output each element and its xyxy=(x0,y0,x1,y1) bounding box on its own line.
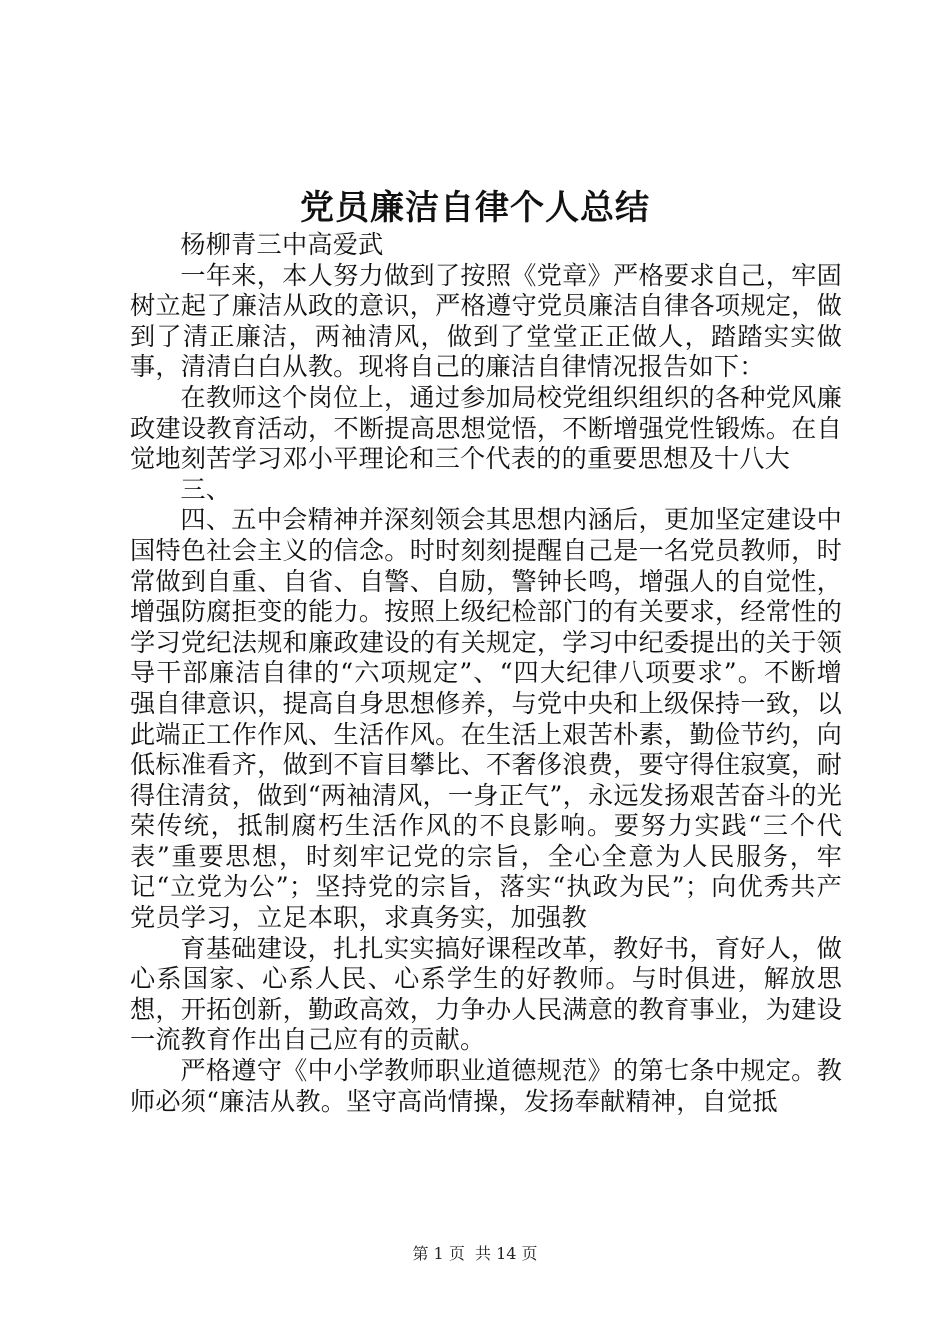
paragraph: 四、五中会精神并深刻领会其思想内涵后，更加坚定建设中国特色社会主义的信念。时时刻刻提醒自己是一名党员教师，时常做到自重、自省、自警、自励，警钟长鸣，增强人的自觉性，增强防腐拒变的能力。按照上级纪检部门的有关要求，经常性的学习党纪法规和廉政建设的有关规定，学习中纪委提出的关于领导干部廉洁自律的“六项规定”、“四大纪律八项要求”。不断增强自律意识，提高自身思想修养，与党中央和上级保持一致，以此端正工作作风、生活作风。在生活上艰苦朴素，勤俭节约，向低标准看齐，做到不盲目攀比、不奢侈浪费，要守得住寂寞，耐得住清贫，做到“两袖清风，一身正气”，永远发扬艰苦奋斗的光荣传统，抵制腐朽生活作风的不良影响。要努力实践“三个代表”重要思想，时刻牢记党的宗旨，全心全意为人民服务，牢记“立党为公”；坚持党的宗旨，落实“执政为民”；向优秀共产党员学习，立足本职，求真务实，加强教 xyxy=(130,505,842,933)
author-line: 杨柳青三中高爱武 xyxy=(180,230,384,259)
page-footer xyxy=(0,1242,950,1266)
document-title: 党员廉洁自律个人总结 xyxy=(300,188,650,228)
paragraph: 严格遵守《中小学教师职业道德规范》的第七条中规定。教师必须“廉洁从教。坚守高尚情操，发扬奉献精神，自觉抵 xyxy=(130,1056,842,1116)
paragraph: 一年来，本人努力做到了按照《党章》严格要求自己，牢固树立起了廉洁从政的意识，严格遵守党员廉洁自律各项规定，做到了清正廉洁，两袖清风，做到了堂堂正正做人，踏踏实实做事，清清白白从教。现将自己的廉洁自律情况报告如下： xyxy=(130,260,842,382)
page-number: 第 1 页 共 14 页 xyxy=(412,1244,538,1263)
paragraph: 育基础建设，扎扎实实搞好课程改革，教好书，育好人，做心系国家、心系人民、心系学生的好教师。与时俱进，解放思想，开拓创新，勤政高效，力争办人民满意的教育事业，为建设一流教育作出自己应有的贡献。 xyxy=(130,933,842,1055)
paragraph: 三、 xyxy=(180,474,232,504)
paragraph: 在教师这个岗位上，通过参加局校党组织组织的各种党风廉政建设教育活动，不断提高思想觉悟，不断增强党性锻炼。在自觉地刻苦学习邓小平理论和三个代表的的重要思想及十八大 xyxy=(130,382,842,474)
document-body xyxy=(130,230,842,1117)
